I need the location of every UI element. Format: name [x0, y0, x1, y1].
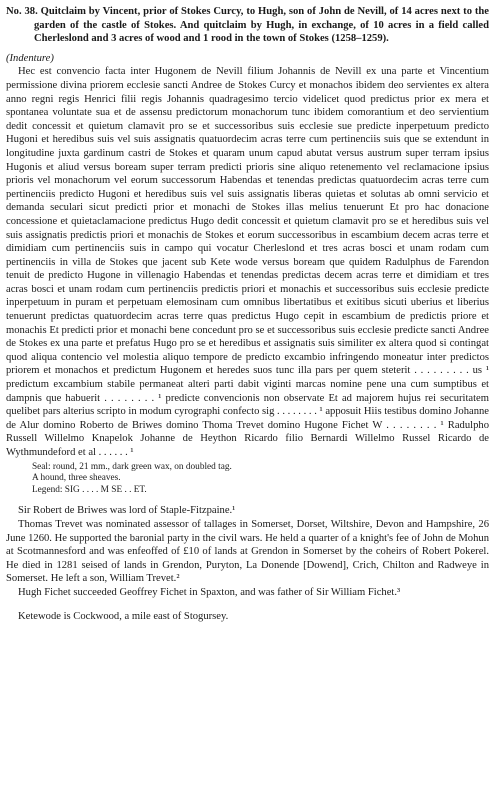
note-trevet: Thomas Trevet was nominated assessor of tallages in Somerset, Dorset, Wiltshire, Devon and Hampshire, 26 June 1260. He supported the baronial party in the civil wars. He held a quarter of a knight's fee of John de Mohun at Scotmannesford and was enfeoffed of £10 of lands at Grendon in Somerset by the coheirs of Robert Pokerel. He died in 1281 seised of lands in Grendon, Puryton, La Donende [Dowend], Crich, Chilton and Radweye in Somerset. He left a son, William Trevet.² [6, 518, 489, 585]
document-heading: No. 38. Quitclaim by Vincent, prior of Stokes Curcy, to Hugh, son of John de Nevill, of 14 acres next to the garden of the castle of Stokes. And quitclaim by Hugh, in exchange, of 10 acres in a field called Cherleslond and 3 acres of wood and 1 rood in the town of Stokes (1258–1259). [6, 6, 489, 45]
seal-line-3: Legend: SIG . . . . M SE . . ET. [32, 484, 147, 495]
seal-description [32, 462, 489, 497]
indenture-label: (Indenture) [6, 52, 54, 64]
latin-charter-text: Hec est convencio facta inter Hugonem de Nevill filium Johannis de Nevill ex una parte et Vincentium permissione divina priorem ecclesie sancti Andree de Stokes Curcy et monachos ibidem deo servientes ex altera anno regni regis Henrici filii regis Johannis quadragesimo tercio videlicet quod predictus prior ex mera et spontanea voluntate sua et de assensu predictorum monachorum tunc ibidem comorantium et deo servientium dedit concessit et quietum clamavit pro se et successoribus suis ecclesie sue predicte inperpetuum predicto Hugoni et heredibus suis vel suis assignatis quatuordecim acras terre cum pertinenciis suis que se extendunt in longitudine juxta gardinum castri de Stokes et quaram unum capud abutat versus austrum super terram ipsius Hugonis et aliud versus boream super terram predicti prioris sine aliquo retenemento vel reclamacione ipsius prioris vel monachorum vel eorum successorum Habendas et tenendas predictas quatuordecim acras terre cum pertinenciis predicto Hugoni et heredibus suis vel suis assignatis liberas quietas et solutas ab omni servicio et demanda seculari sicut predicti prior et monachi de Stokes illas melius tenuerunt Et pro hac donacione concessione et quietaclamacione predictus Hugo dedit concessit et quietum clamavit pro se et heredibus suis vel suis assignatis predictis priori et monachis de Stokes et eorum successoribus in escambium decem acras terre et dimidiam cum pertinenciis suis in campo qui vocatur Cherleslond et tres acras bosci et unam rodam cum pertinenciis in villa de Stokes que jacent sub Kete wode versus boream que quidem Radulphus de Farendon tenuit de predicto Hugone in villenagio Habendas et tenendas predictas decem acras terre et dimidiam et tres acras bosci et unam rodam cum pertinenciis predictis priori et monachis et successoribus suis ecclesie predicte inperpetuum in puram et perpetuam elemosinam cum omnibus libertatibus et exitibus sicuti uberius et liberius tenuerunt predictas quatuordecim acras terre quas predictus Hugo cepit in escambium de predictis priore et monachis Et predicti prior et monachi bene concedunt pro se et successoribus suis ecclesie predicte sancti Andree de Stokes ex una parte et prefatus Hugo pro se et heredibus et assignatis suis similiter ex altera quod si contingat quod aliqua contencio vel molestia aliquo tempore de predicto excambio infringendo moneatur inter predictos priorem et monachos et predictum Hugonem et heredes suos tunc illa pars per quem steterit . . . . . . . . . us ¹ predictum excambium stabile permaneat alteri parti dabit viginti marcas nomine pene una cum sumptibus et dampnis que habuerit . . . . . . . . ¹ predicte convencionis non observate Et ad majorem hujus rei securitatem quelibet pars alterius scripto in modum cyrographi confecto sig . . . . . . . . ¹ apposuit Hiis testibus domino Johanne de Alur domino Roberto de Briwes domino Thoma Trevet domino Hugone Fichet W . . . . . . . . ¹ Radulpho Russell Willelmo Knapelok Johanne de Heython Ricardo filio Bernardi Willelmo Russel Ricardo de Wythmundeford et al . . . . . . ¹ [6, 66, 489, 458]
note-ketewode: Ketewode is Cockwood, a mile east of Stogursey. [18, 610, 229, 622]
seal-line-2: A hound, three sheaves. [32, 473, 121, 484]
note-briwes: Sir Robert de Briwes was lord of Staple-Fitzpaine.¹ [18, 505, 236, 517]
note-fichet: Hugh Fichet succeeded Geoffrey Fichet in Spaxton, and was father of Sir William Fichet.³ [18, 586, 401, 598]
seal-line-1: Seal: round, 21 mm., dark green wax, on doubled tag. [32, 461, 232, 472]
